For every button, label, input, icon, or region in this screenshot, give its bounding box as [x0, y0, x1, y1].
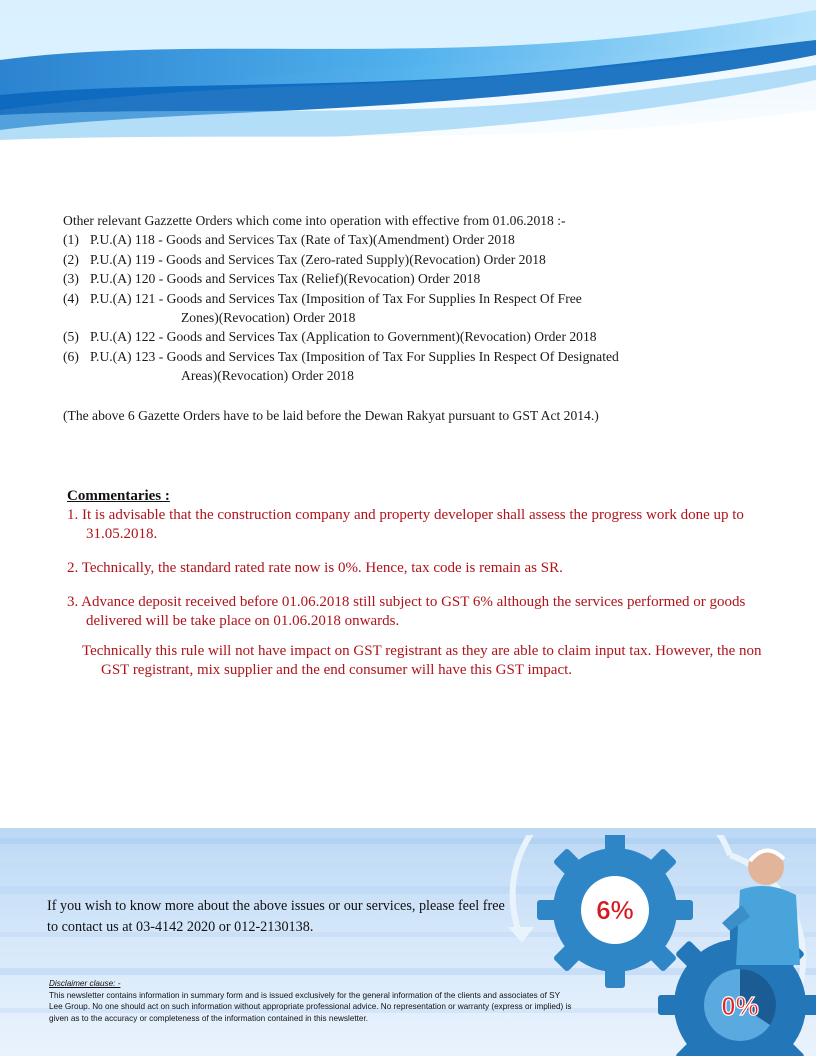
order-code: P.U.(A) 119 [90, 251, 155, 267]
item-number: (6) [63, 348, 79, 364]
list-item: (3) P.U.(A) 120 - Goods and Services Tax (Relief)(Revocation) Order 2018 [63, 269, 763, 288]
gazette-note: (The above 6 Gazette Orders have to be laid before the Dewan Rakyat pursuant to GST Act 2014.) [63, 407, 599, 423]
contact-info: If you wish to know more about the above issues or our services, please feel free to contact us at 03-4142 2020 or 012-2130138. [47, 898, 505, 936]
order-title: Goods and Services Tax (Imposition of Tax For Supplies In Respect Of Designated [166, 348, 619, 364]
order-title-continued: Areas)(Revocation) Order 2018 [181, 368, 354, 384]
order-code: P.U.(A) 118 [90, 232, 155, 248]
item-number: (5) [63, 329, 79, 345]
list-item: (1) P.U.(A) 118 - Goods and Services Tax (Rate of Tax)(Amendment) Order 2018 [63, 230, 763, 249]
order-title: Goods and Services Tax (Rate of Tax)(Amendment) Order 2018 [166, 232, 515, 248]
order-code: P.U.(A) 120 [90, 271, 156, 287]
item-number: (4) [63, 290, 79, 306]
gazette-orders-section [63, 211, 763, 425]
gear-top-label: 6% [596, 895, 634, 925]
gear-6-percent-icon [537, 835, 693, 988]
order-title: Goods and Services Tax (Relief)(Revocation) Order 2018 [166, 271, 481, 287]
list-item: (6) P.U.(A) 123 - Goods and Services Tax (Imposition of Tax For Supplies In Respect Of Designated Areas)(Revocation) Order 2018 [63, 347, 763, 386]
commentary-2: 2. Technically, the standard rated rate now is 0%. Hence, tax code is remain as SR. [67, 560, 563, 576]
order-title: Goods and Services Tax (Application to Government)(Revocation) Order 2018 [166, 329, 597, 345]
order-code: P.U.(A) 121 [90, 290, 156, 306]
gears-illustration [500, 835, 816, 1056]
list-item: (2) P.U.(A) 119 - Goods and Services Tax (Zero-rated Supply)(Revocation) Order 2018 [63, 250, 763, 269]
disclaimer-title: Disclaimer clause: - [49, 979, 121, 988]
commentary-3: 3. Advance deposit received before 01.06.2018 still subject to GST 6% although the services performed or goods delivered will be take place on 01.06.2018 onwards. [67, 594, 746, 629]
item-number: (3) [63, 271, 79, 287]
header-wave-banner [0, 0, 816, 200]
commentary-3-note: Technically this rule will not have impact on GST registrant as they are able to claim input tax. However, the non GST registrant, mix supplier and the end consumer will have this GST impact. [82, 643, 762, 678]
order-title: Goods and Services Tax (Zero-rated Supply)(Revocation) Order 2018 [166, 251, 546, 267]
order-code: P.U.(A) 123 [90, 348, 156, 364]
item-number: (2) [63, 251, 79, 267]
order-title-continued: Zones)(Revocation) Order 2018 [181, 310, 356, 326]
gazette-intro: Other relevant Gazzette Orders which come into operation with effective from 01.06.2018 :- [63, 213, 566, 228]
commentary-1: 1. It is advisable that the construction company and property developer shall assess the progress work done up to 31.05.2018. [67, 507, 744, 542]
gazette-order-list [63, 230, 763, 385]
disclaimer [49, 978, 574, 1024]
commentaries-section [67, 487, 767, 680]
list-item: (4) P.U.(A) 121 - Goods and Services Tax (Imposition of Tax For Supplies In Respect Of Free Zones)(Revocation) Order 2018 [63, 289, 763, 328]
gear-bottom-label: 0% [721, 991, 759, 1021]
item-number: (1) [63, 232, 79, 248]
commentaries-title: Commentaries : [67, 488, 170, 504]
list-item: (5) P.U.(A) 122 - Goods and Services Tax (Application to Government)(Revocation) Order 2018 [63, 327, 763, 346]
disclaimer-text: This newsletter contains information in summary form and is issued exclusively for the general information of the clients and associates of SY Lee Group. No one should act on such information without appropriate professional advice. No representation or warranty (express or implied) is given as to the accuracy or completeness of the information contained in this newsletter. [49, 990, 572, 1023]
order-title: Goods and Services Tax (Imposition of Tax For Supplies In Respect Of Free [166, 290, 582, 306]
order-code: P.U.(A) 122 [90, 329, 156, 345]
